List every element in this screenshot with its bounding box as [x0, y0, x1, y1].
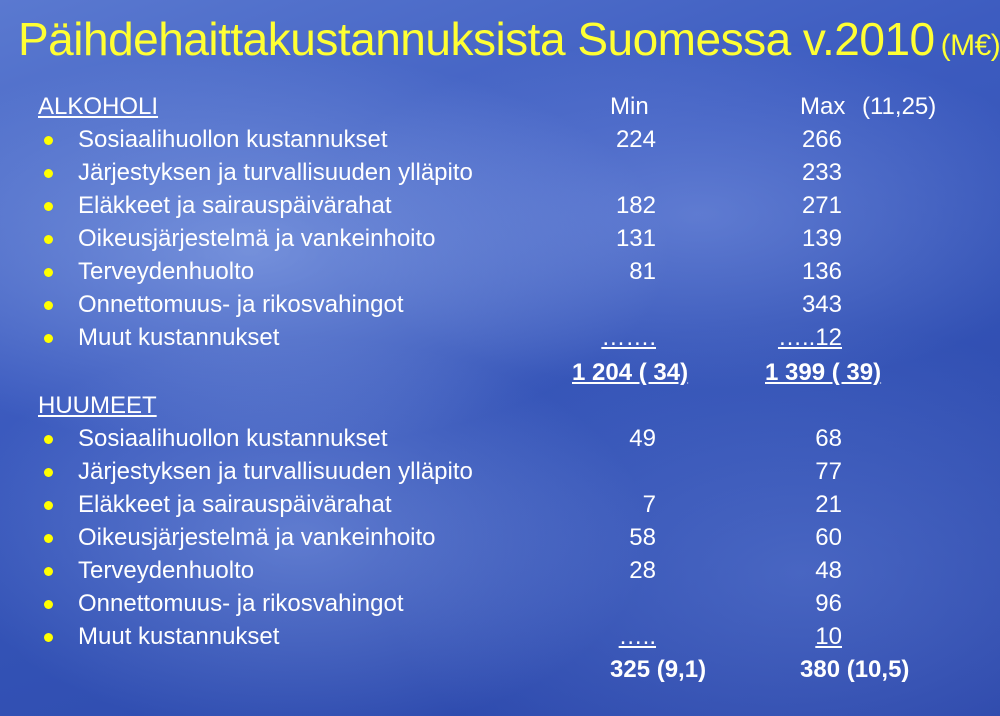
alcohol-row: [0, 123, 960, 157]
bullet-icon: [44, 633, 53, 642]
bullet-icon: [44, 468, 53, 477]
max-column-header: Max: [800, 93, 846, 120]
row-label: Sosiaalihuollon kustannukset: [78, 126, 388, 153]
bullet-icon: [44, 202, 53, 211]
alcohol-total-min: 1 204 ( 34): [572, 359, 689, 386]
title-unit: (M€): [940, 29, 1000, 62]
alcohol-heading: ALKOHOLI: [38, 93, 159, 120]
alcohol-total-row: [0, 356, 960, 390]
row-max: 77: [815, 458, 842, 485]
bullet-icon: [44, 600, 53, 609]
row-max: 96: [815, 590, 842, 617]
row-label: Muut kustannukset: [78, 623, 280, 650]
drugs-row: [0, 488, 960, 522]
row-label: Terveydenhuolto: [78, 557, 255, 584]
row-max: 233: [801, 159, 842, 186]
row-min: 131: [615, 225, 656, 252]
alcohol-row: [0, 156, 960, 190]
row-max: 343: [801, 291, 842, 318]
drugs-row: [0, 455, 960, 489]
row-min: 224: [615, 126, 656, 153]
drugs-row: [0, 422, 960, 456]
row-max: 139: [801, 225, 842, 252]
row-max: 68: [815, 425, 842, 452]
drugs-row: [0, 521, 960, 555]
alcohol-row: [0, 255, 960, 289]
row-label: Oikeusjärjestelmä ja vankeinhoito: [78, 524, 436, 551]
alcohol-total-max: 1 399 ( 39): [765, 359, 882, 386]
bullet-icon: [44, 567, 53, 576]
row-min: …….: [601, 324, 656, 351]
row-label: Sosiaalihuollon kustannukset: [78, 425, 388, 452]
row-min: 7: [642, 491, 656, 518]
bullet-icon: [44, 301, 53, 310]
alcohol-row: [0, 189, 960, 223]
row-max: 21: [815, 491, 842, 518]
title-text: Päihdehaittakustannuksista Suomessa v.2010: [18, 13, 935, 65]
row-label: Järjestyksen ja turvallisuuden ylläpito: [78, 159, 473, 186]
row-max: 136: [801, 258, 842, 285]
row-max: 10: [815, 623, 842, 650]
drugs-total-max: 380 (10,5): [800, 656, 910, 683]
drugs-row: [0, 554, 960, 588]
slide-title: [18, 12, 1000, 66]
row-label: Eläkkeet ja sairauspäivärahat: [78, 192, 392, 219]
bullet-icon: [44, 169, 53, 178]
min-column-header: Min: [610, 93, 649, 120]
row-max: 271: [801, 192, 842, 219]
bullet-icon: [44, 501, 53, 510]
row-max: 60: [815, 524, 842, 551]
bullet-icon: [44, 268, 53, 277]
row-min: 81: [629, 258, 656, 285]
row-label: Järjestyksen ja turvallisuuden ylläpito: [78, 458, 473, 485]
alcohol-row: [0, 288, 960, 322]
drugs-total-row: [0, 653, 960, 687]
drugs-header-row: [0, 389, 960, 423]
drugs-row: [0, 587, 960, 621]
bullet-icon: [44, 534, 53, 543]
drugs-row: [0, 620, 960, 654]
row-label: Onnettomuus- ja rikosvahingot: [78, 291, 404, 318]
drugs-heading: HUUMEET: [38, 392, 157, 419]
alcohol-row: [0, 321, 960, 355]
row-min: 58: [629, 524, 656, 551]
row-label: Oikeusjärjestelmä ja vankeinhoito: [78, 225, 436, 252]
drugs-total-min: 325 (9,1): [610, 656, 707, 683]
alcohol-row: [0, 222, 960, 256]
bullet-icon: [44, 435, 53, 444]
row-min: 28: [629, 557, 656, 584]
row-min: …..: [618, 623, 656, 650]
row-max: 266: [801, 126, 842, 153]
row-min: 49: [629, 425, 656, 452]
row-min: 182: [615, 192, 656, 219]
bullet-icon: [44, 334, 53, 343]
row-label: Muut kustannukset: [78, 324, 280, 351]
row-label: Onnettomuus- ja rikosvahingot: [78, 590, 404, 617]
row-label: Terveydenhuolto: [78, 258, 255, 285]
bullet-icon: [44, 136, 53, 145]
row-max: …..12: [777, 324, 842, 351]
row-max: 48: [815, 557, 842, 584]
alcohol-header-row: [0, 90, 960, 124]
bullet-icon: [44, 235, 53, 244]
max-column-note: (11,25): [862, 93, 937, 120]
row-label: Eläkkeet ja sairauspäivärahat: [78, 491, 392, 518]
